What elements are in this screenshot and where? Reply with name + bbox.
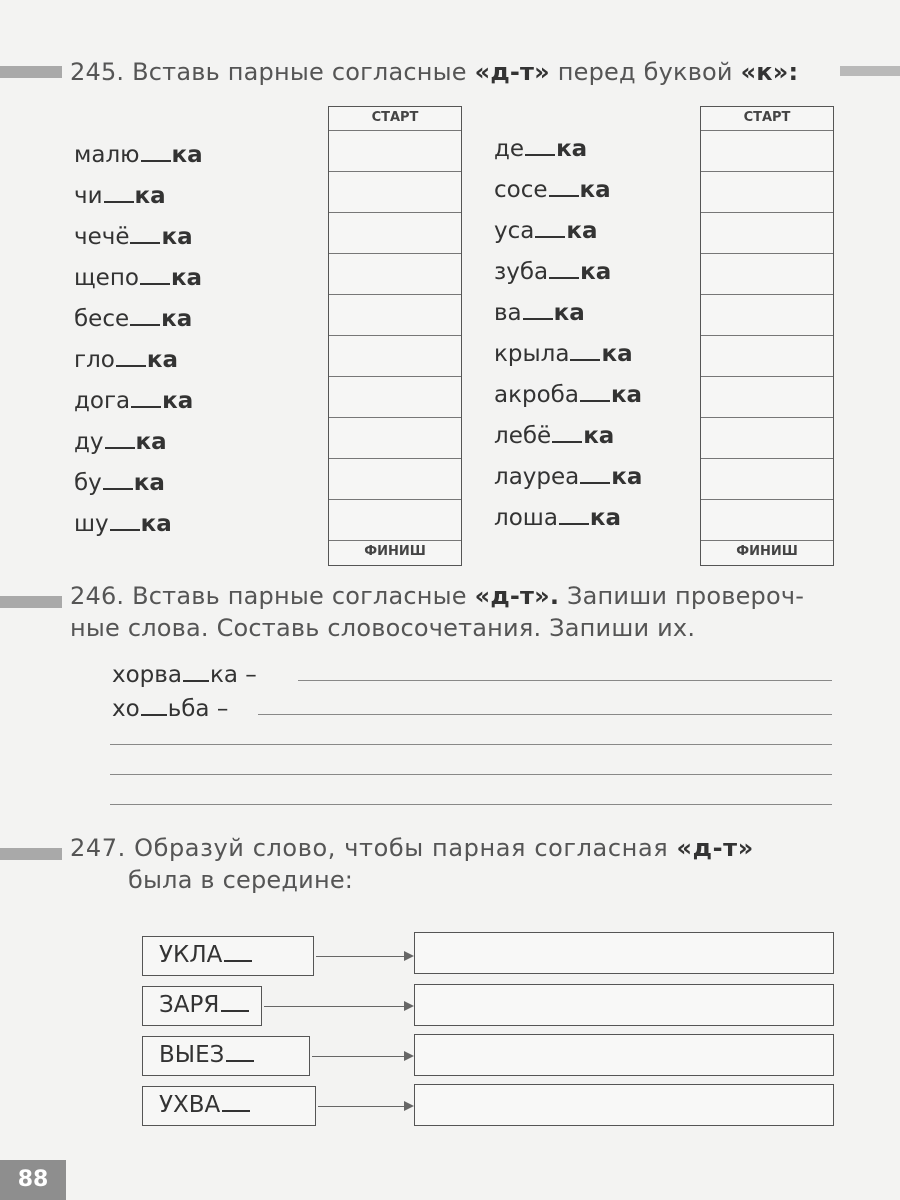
word-stem: ва: [494, 300, 522, 326]
answer-box-2[interactable]: [414, 984, 834, 1026]
word-suffix: ка: [583, 423, 615, 449]
writing-line[interactable]: [298, 680, 832, 681]
arrow-icon: [318, 1106, 412, 1107]
answer-blank[interactable]: [130, 224, 160, 244]
word-suffix: ка: [556, 136, 588, 162]
consonant-pair: «д-т»: [474, 58, 550, 86]
ladder-finish-label: ФИНИШ: [364, 544, 426, 559]
ex246-word-2: хо ьба –: [112, 696, 229, 722]
word-stem: щепо: [74, 265, 139, 291]
word-item: [74, 224, 193, 250]
word-suffix: ка: [135, 429, 167, 455]
word-stem: лебё: [494, 423, 552, 449]
answer-blank[interactable]: [549, 177, 579, 197]
word-suffix: ка: [140, 511, 172, 537]
ladder-start-label: СТАРТ: [701, 107, 833, 131]
answer-blank[interactable]: [570, 341, 600, 361]
answer-blank[interactable]: [116, 347, 146, 367]
answer-blank[interactable]: [103, 470, 133, 490]
answer-blank[interactable]: [523, 300, 553, 320]
answer-blank[interactable]: [535, 218, 565, 238]
start-finish-ladder-right: [700, 106, 834, 566]
exercise-number: 245.: [70, 58, 125, 86]
ladder-cell[interactable]: [701, 459, 833, 500]
word-stem: бу: [74, 470, 102, 496]
ladder-cell[interactable]: [329, 500, 461, 541]
word-item: [494, 464, 642, 490]
ladder-cell[interactable]: [329, 459, 461, 500]
answer-blank[interactable]: [580, 382, 610, 402]
target-letter: «к»:: [740, 58, 799, 86]
word-stem: де: [494, 136, 525, 162]
ladder-cell[interactable]: [329, 131, 461, 172]
word-item: [74, 470, 165, 496]
word-stem: чечё: [74, 224, 130, 250]
ladder-cell[interactable]: [701, 336, 833, 377]
ladder-cell[interactable]: [329, 418, 461, 459]
ladder-cell[interactable]: [701, 500, 833, 541]
ex246-word-1: хорва ка –: [112, 662, 257, 688]
word-suffix: ка: [170, 265, 203, 291]
word-suffix: ка: [146, 347, 178, 373]
page-number: 88: [0, 1160, 66, 1200]
word-item: [494, 218, 598, 244]
word-suffix: ка: [171, 142, 203, 168]
consonant-pair: «д-т»: [676, 834, 754, 862]
arrow-icon: [312, 1056, 412, 1057]
word-stem: дога: [74, 388, 131, 414]
answer-blank[interactable]: [105, 429, 135, 449]
word-stem: гло: [74, 347, 115, 373]
answer-blank[interactable]: [140, 265, 170, 285]
section-marker-bar: [0, 596, 62, 608]
word-item: [74, 183, 166, 209]
word-suffix: ка: [566, 218, 598, 244]
writing-line[interactable]: [110, 744, 832, 745]
instruction-text: Вставь парные согласные: [132, 58, 467, 86]
ladder-cell[interactable]: [329, 254, 461, 295]
word-suffix: ка: [589, 505, 622, 531]
word-stem: зуба: [494, 259, 549, 285]
word-item: [494, 136, 587, 162]
word-stem: уса: [494, 218, 535, 244]
word-item: [494, 423, 614, 449]
answer-blank[interactable]: [552, 423, 582, 443]
word-item: [74, 142, 203, 168]
word-item: [74, 306, 192, 332]
answer-box-4[interactable]: [414, 1084, 834, 1126]
answer-blank[interactable]: [130, 306, 160, 326]
word-stem: бесе: [74, 306, 130, 332]
instruction-text: перед буквой: [557, 58, 733, 86]
word-item: [74, 429, 167, 455]
answer-blank[interactable]: [104, 183, 134, 203]
writing-line[interactable]: [258, 714, 832, 715]
answer-box-1[interactable]: [414, 932, 834, 974]
answer-blank[interactable]: [525, 136, 555, 156]
word-stem: акроба: [494, 382, 579, 408]
word-stem: лауреа: [494, 464, 580, 490]
ladder-cell[interactable]: [701, 131, 833, 172]
exercise-247-heading-line2: была в середине:: [128, 866, 354, 894]
word-stem: крыла: [494, 341, 570, 367]
word-item: [494, 505, 621, 531]
answer-blank[interactable]: [183, 662, 209, 682]
answer-blank[interactable]: [224, 944, 252, 962]
ladder-cell[interactable]: [329, 295, 461, 336]
word-suffix: ка: [553, 300, 585, 326]
answer-blank[interactable]: [580, 464, 610, 484]
ladder-cell[interactable]: [701, 254, 833, 295]
arrow-icon: [316, 956, 412, 957]
ladder-cell[interactable]: [701, 418, 833, 459]
word-item: [494, 177, 611, 203]
ladder-cell[interactable]: [701, 377, 833, 418]
writing-line[interactable]: [110, 804, 832, 805]
answer-blank[interactable]: [110, 511, 140, 531]
ladder-cell[interactable]: [329, 213, 461, 254]
word-suffix: ка: [161, 306, 193, 332]
ladder-cell[interactable]: [701, 295, 833, 336]
section-marker-bar: [0, 848, 62, 860]
arrow-icon: [264, 1006, 412, 1007]
word-suffix: ка: [580, 259, 612, 285]
word-suffix: ка: [133, 470, 165, 496]
word-item: [74, 388, 193, 414]
exercise-246-heading-line2: ные слова. Составь словосочетания. Запиши их.: [70, 614, 696, 642]
ladder-cell[interactable]: [701, 213, 833, 254]
word-box-4: УХВА: [142, 1086, 316, 1126]
section-marker-bar-right: [840, 66, 900, 76]
ladder-finish-label: ФИНИШ: [736, 544, 798, 559]
exercise-247-heading: [70, 834, 754, 862]
start-finish-ladder-left: [328, 106, 462, 566]
word-suffix: ка: [161, 224, 193, 250]
word-item: [494, 259, 611, 285]
word-suffix: ка: [162, 388, 194, 414]
word-box-1: УКЛА: [142, 936, 314, 976]
ladder-cell[interactable]: [329, 172, 461, 213]
exercise-number: 247.: [70, 834, 126, 862]
ladder-start-label: СТАРТ: [329, 107, 461, 131]
ladder-cell[interactable]: [701, 172, 833, 213]
answer-blank[interactable]: [141, 696, 167, 716]
word-item: [74, 511, 172, 537]
answer-blank[interactable]: [549, 259, 579, 279]
answer-blank[interactable]: [141, 142, 171, 162]
exercise-number: 246.: [70, 582, 125, 610]
instruction-text: Образуй слово, чтобы парная согласная: [134, 834, 669, 862]
word-suffix: ка: [610, 382, 643, 408]
word-suffix: ка: [601, 341, 633, 367]
answer-blank[interactable]: [221, 994, 249, 1012]
word-item: [494, 382, 642, 408]
word-suffix: ка: [611, 464, 643, 490]
word-stem: шу: [74, 511, 109, 537]
word-item: [74, 347, 178, 373]
answer-box-3[interactable]: [414, 1034, 834, 1076]
instruction-text: Запиши провероч-: [567, 582, 805, 610]
section-marker-bar: [0, 66, 62, 78]
word-box-2: ЗАРЯ: [142, 986, 262, 1026]
consonant-pair: «д-т».: [474, 582, 560, 610]
writing-line[interactable]: [110, 774, 832, 775]
word-item: [494, 300, 585, 326]
word-box-3: ВЫЕЗ: [142, 1036, 310, 1076]
exercise-245-heading: [70, 58, 798, 86]
ladder-cell[interactable]: [329, 336, 461, 377]
answer-blank[interactable]: [131, 388, 161, 408]
word-stem: лоша: [494, 505, 558, 531]
word-stem: чи: [74, 183, 103, 209]
word-stem: сосе: [494, 177, 548, 203]
word-stem: ду: [74, 429, 104, 455]
instruction-text: Вставь парные согласные: [132, 582, 467, 610]
answer-blank[interactable]: [222, 1094, 250, 1112]
answer-blank[interactable]: [559, 505, 589, 525]
word-suffix: ка: [134, 183, 166, 209]
word-stem: малю: [74, 142, 140, 168]
word-item: [74, 265, 202, 291]
word-item: [494, 341, 633, 367]
answer-blank[interactable]: [226, 1044, 254, 1062]
exercise-246-heading: [70, 582, 804, 610]
ladder-cell[interactable]: [329, 377, 461, 418]
word-suffix: ка: [579, 177, 611, 203]
